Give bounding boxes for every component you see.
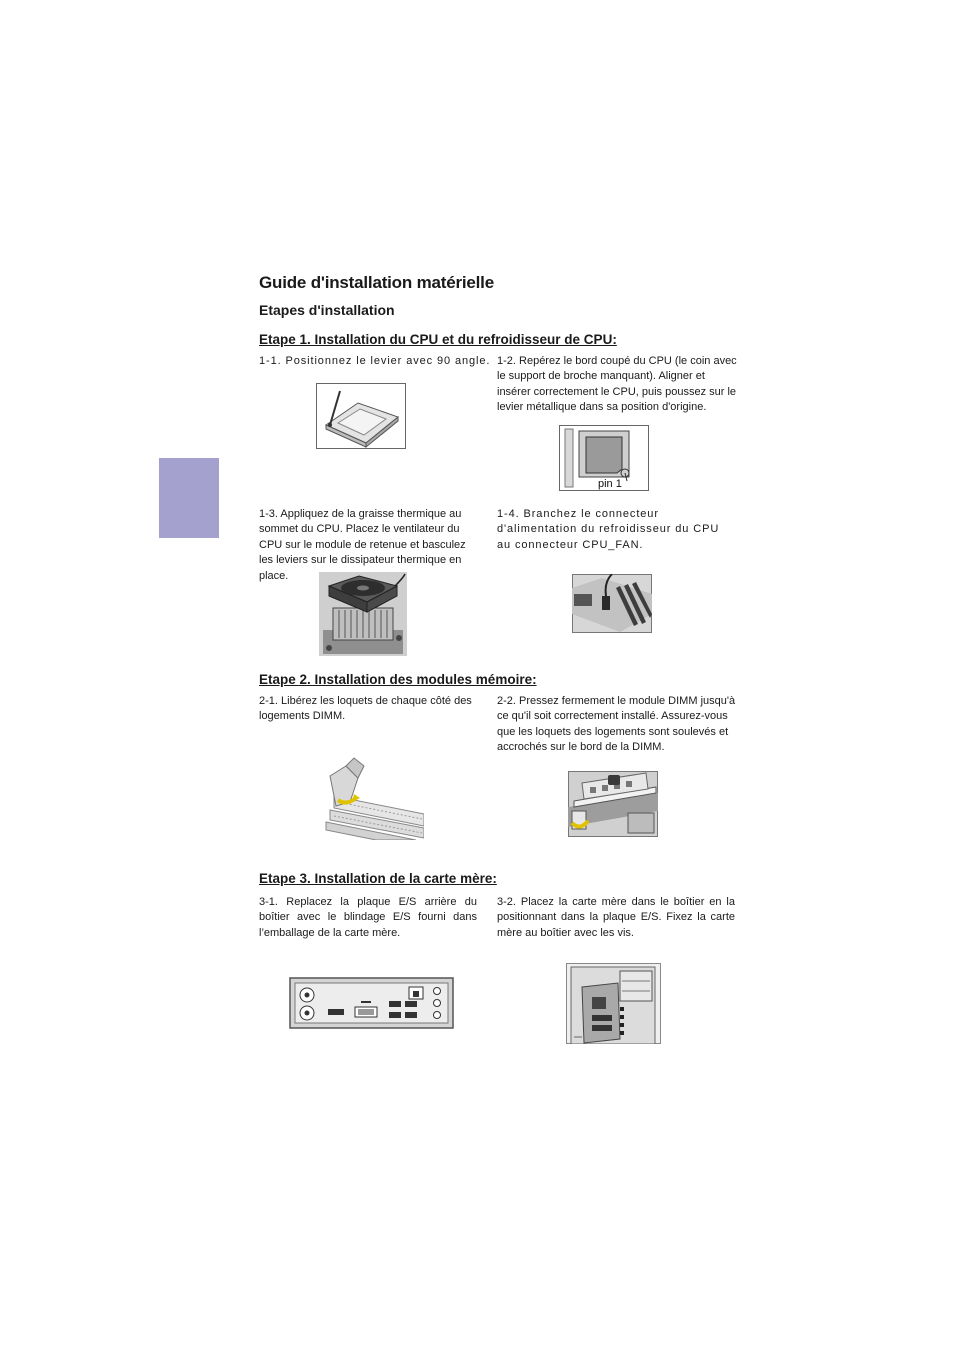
step-1-4-text: 1-4. Branchez le connecteur d'alimentation du refroidisseur du CPU au connecteur CPU_FAN. [497, 508, 720, 551]
step-3-1-text: 3-1. Replacez la plaque E/S arrière du boîtier avec le blindage E/S fourni dans l’emballage de la carte mère. [259, 896, 477, 939]
step-1-1-text: 1-1. Positionnez le levier avec 90 angle. [259, 355, 491, 367]
step-1-2-text: 1-2. Repérez le bord coupé du CPU (le coin avec le support de broche manquant). Aligner et insérer correctement le CPU, puis poussez sur le levier métallique dans sa position d'origine. [497, 355, 737, 414]
step-3-heading: Etape 3. Installation de la carte mère: [259, 871, 497, 886]
side-section-tab [159, 458, 219, 538]
cpu-socket-lever-figure [316, 383, 406, 449]
step-2-heading: Etape 2. Installation des modules mémoire: [259, 672, 537, 687]
dimm-latch-figure [316, 756, 424, 840]
step-1-heading: Etape 1. Installation du CPU et du refroidisseur de CPU: [259, 332, 617, 347]
cpu-cooler-figure [319, 572, 407, 656]
cpu-fan-connector-figure [572, 574, 652, 633]
step-1-3-text: 1-3. Appliquez de la graisse thermique au sommet du CPU. Placez le ventilateur du CPU sur le module de retenue et basculez les leviers sur le dissipateur thermique en place. [259, 508, 466, 582]
step-2-2-text: 2-2. Pressez fermement le module DIMM jusqu'à ce qu'il soit correctement installé. Assurez-vous que les loquets des logements sont soulevés et accrochés sur le bord de la DIMM. [497, 695, 736, 754]
page-title: Guide d'installation matérielle [259, 273, 494, 292]
chassis-figure [566, 963, 661, 1044]
io-shield-figure [289, 977, 454, 1029]
pin-1-label: pin 1 [598, 478, 622, 490]
cpu-alignment-figure [559, 425, 649, 491]
dimm-insert-figure [568, 771, 658, 837]
page-subtitle: Etapes d'installation [259, 302, 395, 318]
step-3-2-text: 3-2. Placez la carte mère dans le boîtier en la positionnant dans la plaque E/S. Fixez la carte mère au boîtier avec les vis. [497, 896, 735, 939]
step-2-1-text: 2-1. Libérez les loquets de chaque côté des logements DIMM. [259, 695, 472, 723]
